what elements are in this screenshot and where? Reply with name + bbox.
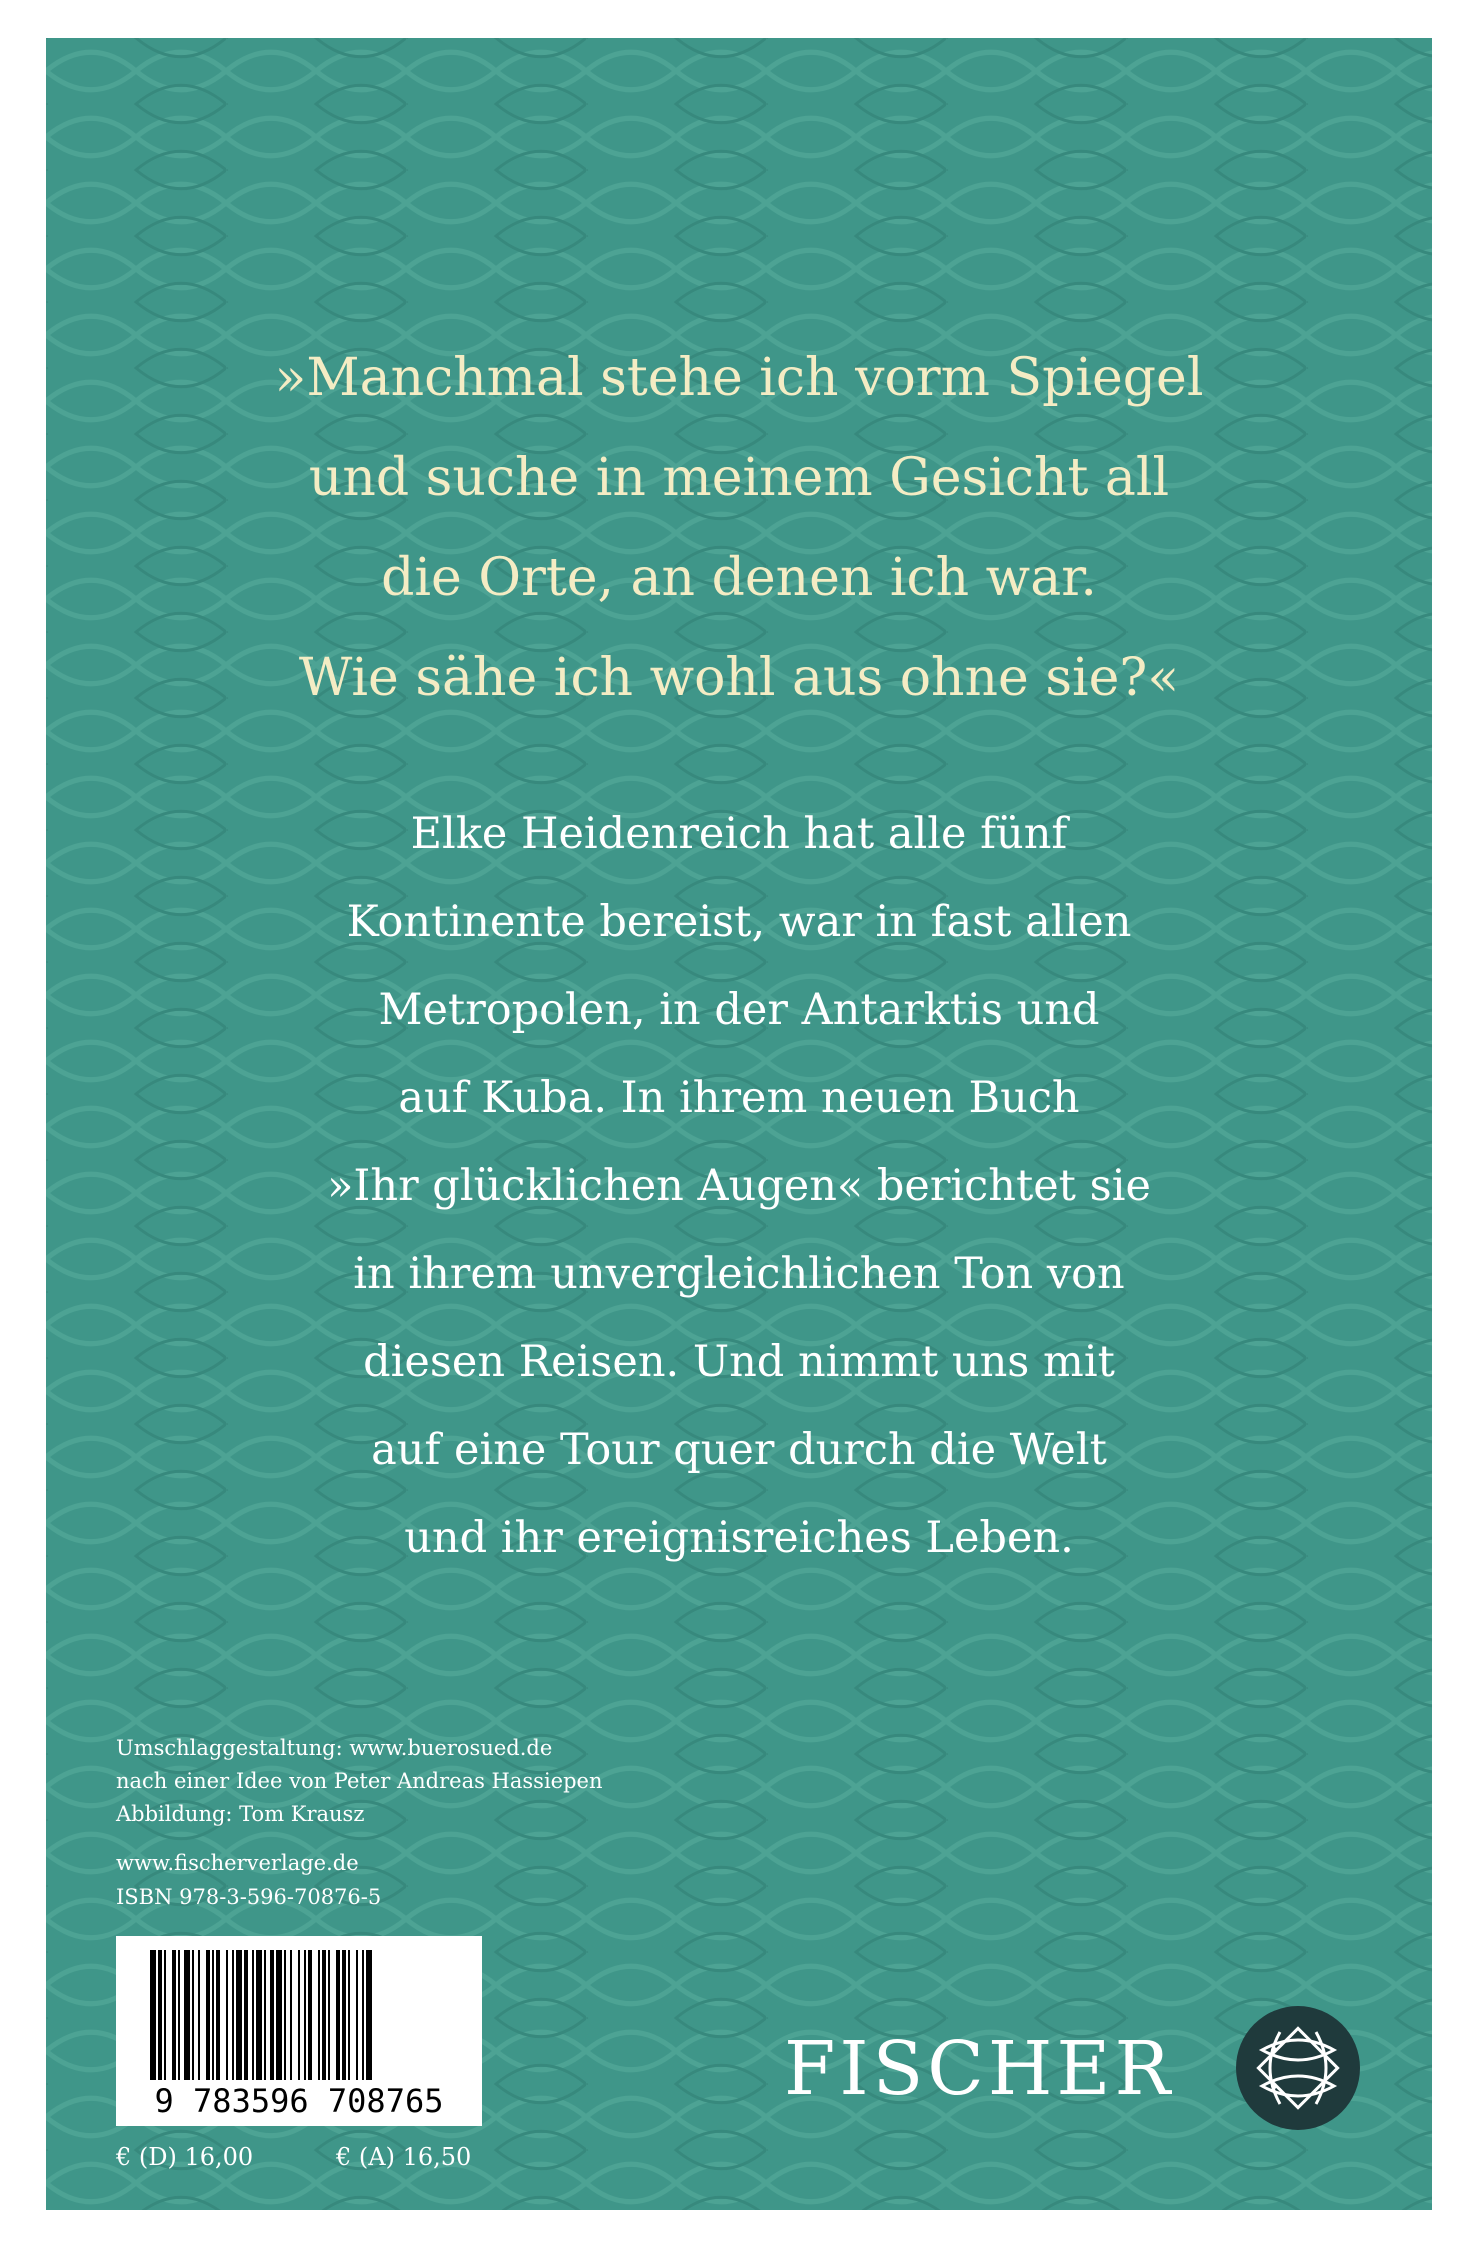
blurb-line: in ihrem unvergleichlichen Ton von — [353, 1249, 1125, 1299]
blurb-line: Elke Heidenreich hat alle fünf — [410, 809, 1068, 859]
barcode-bar — [192, 1950, 194, 2080]
barcode-bar — [298, 1950, 300, 2080]
barcode-bar — [270, 1950, 274, 2080]
barcode-bar — [362, 1950, 364, 2080]
quote-line: Wie sähe ich wohl aus ohne sie?« — [298, 648, 1180, 708]
cover-design-credit: Umschlaggestaltung: www.buerosued.de — [116, 1736, 553, 1760]
blurb — [46, 790, 1432, 1582]
barcode-bar — [318, 1950, 320, 2080]
blurb-line: Kontinente bereist, war in fast allen — [346, 897, 1132, 947]
barcode-bar — [304, 1950, 306, 2080]
barcode-bar — [336, 1950, 340, 2080]
barcode-bar — [276, 1950, 282, 2080]
barcode-bar — [198, 1950, 200, 2080]
idea-credit: nach einer Idee von Peter Andreas Hassiepen — [116, 1769, 603, 1793]
barcode-bar — [178, 1950, 180, 2080]
blurb-line: »Ihr glücklichen Augen« berichtet sie — [327, 1161, 1151, 1211]
barcode-bar — [184, 1950, 190, 2080]
blurb-line: auf eine Tour quer durch die Welt — [371, 1425, 1107, 1475]
barcode-bar — [290, 1950, 292, 2080]
barcode-bar — [322, 1950, 326, 2080]
barcode-digits: 9 783596 708765 — [154, 2082, 444, 2120]
barcode-bar — [236, 1950, 242, 2080]
barcode-bar — [308, 1950, 312, 2080]
publisher-info — [116, 1846, 381, 1914]
barcode — [116, 1936, 482, 2126]
back-cover — [46, 38, 1432, 2210]
barcode-bar — [348, 1950, 350, 2080]
fischer-fish-logo-icon — [1234, 2004, 1362, 2132]
barcode-bar — [206, 1950, 210, 2080]
barcode-bar — [158, 1950, 162, 2080]
quote-line: und suche in meinem Gesicht all — [308, 448, 1170, 508]
barcode-bar — [212, 1950, 214, 2080]
blurb-line: diesen Reisen. Und nimmt uns mit — [363, 1337, 1115, 1387]
blurb-line: und ihr ereignisreiches Leben. — [404, 1513, 1074, 1563]
barcode-bar — [284, 1950, 286, 2080]
barcode-bar — [366, 1950, 372, 2080]
blurb-line: Metropolen, in der Antarktis und — [378, 985, 1100, 1035]
quote-line: »Manchmal stehe ich vorm Spiegel — [274, 348, 1204, 408]
price-austria: € (A) 16,50 — [336, 2143, 472, 2171]
barcode-bar — [244, 1950, 248, 2080]
blurb-line: auf Kuba. In ihrem neuen Buch — [398, 1073, 1080, 1123]
barcode-bar — [150, 1950, 156, 2080]
quote-line: die Orte, an denen ich war. — [381, 548, 1097, 608]
price-germany: € (D) 16,00 — [116, 2143, 254, 2171]
credits — [116, 1732, 603, 1831]
barcode-bar — [256, 1950, 262, 2080]
barcode-bar — [164, 1950, 166, 2080]
barcode-bar — [356, 1950, 358, 2080]
barcode-bar — [328, 1950, 330, 2080]
image-credit: Abbildung: Tom Krausz — [116, 1802, 365, 1826]
barcode-bar — [172, 1950, 176, 2080]
barcode-bar — [216, 1950, 220, 2080]
barcode-bar — [342, 1950, 346, 2080]
quote — [46, 328, 1432, 728]
barcode-bar — [252, 1950, 254, 2080]
isbn: ISBN 978-3-596-70876-5 — [116, 1885, 382, 1909]
barcode-bar — [264, 1950, 266, 2080]
barcode-bar — [232, 1950, 234, 2080]
barcode-bar — [226, 1950, 228, 2080]
website-link[interactable]: www.fischerverlage.de — [116, 1851, 359, 1875]
publisher-name: FISCHER — [784, 2026, 1175, 2112]
